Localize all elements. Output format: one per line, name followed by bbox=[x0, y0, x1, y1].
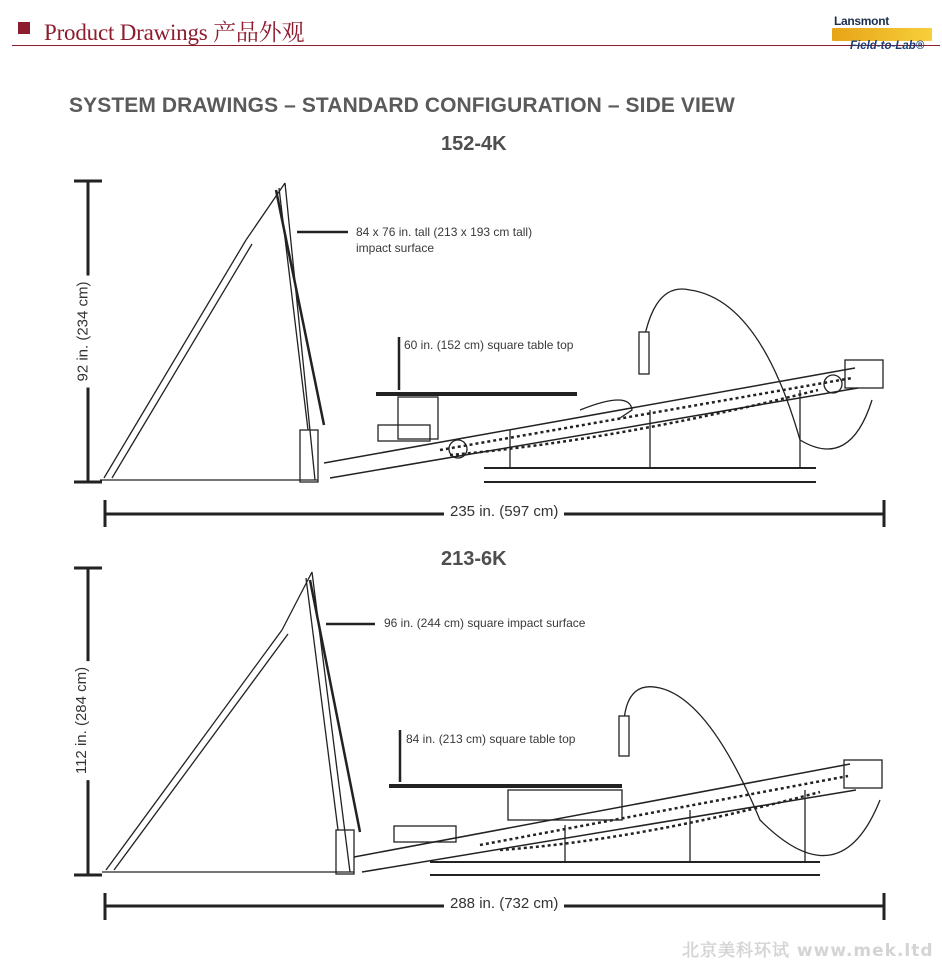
logo-tagline: Field-to-Lab® bbox=[850, 40, 925, 52]
impact-surface-callout-line1: 84 x 76 in. tall (213 x 193 cm tall) bbox=[356, 225, 533, 239]
impact-surface-callout: 96 in. (244 cm) square impact surface bbox=[384, 616, 586, 630]
width-dimension-label: 235 in. (597 cm) bbox=[444, 503, 564, 520]
height-dimension-label: 112 in. (284 cm) bbox=[73, 661, 90, 780]
model-label-152-4k: 152-4K bbox=[441, 133, 507, 155]
logo-wordmark: Lansmont bbox=[834, 14, 889, 28]
width-dimension-label: 288 in. (732 cm) bbox=[444, 895, 564, 912]
model-label-213-6k: 213-6K bbox=[441, 548, 507, 570]
table-top-callout: 84 in. (213 cm) square table top bbox=[406, 732, 576, 746]
watermark: 北京美科环试 www.mek.ltd bbox=[682, 941, 934, 961]
page-title: Product Drawings 产品外观 bbox=[44, 20, 305, 45]
impact-surface-callout bbox=[356, 224, 532, 256]
height-dimension-label: 92 in. (234 cm) bbox=[75, 275, 92, 387]
table-top-callout: 60 in. (152 cm) square table top bbox=[404, 338, 574, 352]
section-title: SYSTEM DRAWINGS – STANDARD CONFIGURATION – SIDE VIEW bbox=[69, 94, 735, 117]
impact-surface-callout-line2: impact surface bbox=[356, 241, 435, 255]
